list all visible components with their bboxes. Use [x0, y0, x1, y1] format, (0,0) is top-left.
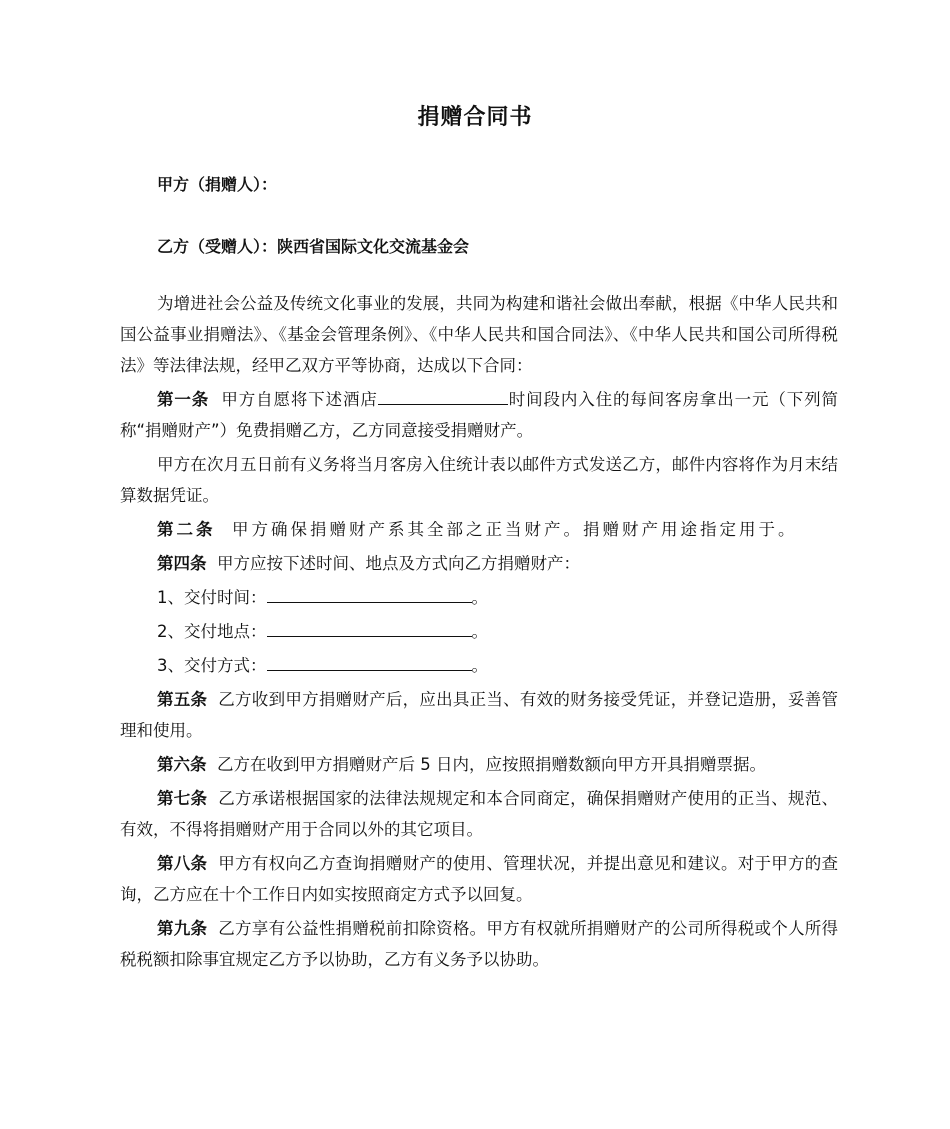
article-5-label: 第五条 [157, 690, 208, 709]
article-8-label: 第八条 [157, 854, 208, 873]
delivery-time-blank [267, 586, 472, 603]
hotel-blank [378, 388, 508, 405]
article-7-text: 乙方承诺根据国家的法律法规规定和本合同商定，确保捐赠财产使用的正当、规范、有效，不得将捐赠财产用于合同以外的其它项目。 [120, 789, 839, 839]
article-4-label: 第四条 [157, 554, 207, 573]
intro-paragraph: 为增进社会公益及传统文化事业的发展，共同为构建和谐社会做出奉献，根据《中华人民共和国公益事业捐赠法》、《基金会管理条例》、《中华人民共和国合同法》、《中华人民共和国公司所得税法》等法律法规，经甲乙双方平等协商，达成以下合同： [120, 294, 838, 375]
article-5-text: 乙方收到甲方捐赠财产后，应出具正当、有效的财务接受凭证，并登记造册，妥善管理和使用。 [120, 690, 839, 740]
document-title: 捐赠合同书 [417, 105, 533, 130]
article-7 [120, 783, 838, 845]
article-1-label: 第一条 [157, 390, 210, 409]
article-8 [120, 848, 838, 910]
article-9-text: 乙方享有公益性捐赠税前扣除资格。甲方有权就所捐赠财产的公司所得税或个人所得税税额扣除事宜规定乙方予以协助，乙方有义务予以协助。 [120, 919, 839, 969]
article-1 [120, 384, 838, 446]
delivery-method-item [120, 650, 838, 681]
delivery-time-label: 1、交付时间： [157, 588, 267, 607]
article-6-label: 第六条 [157, 755, 207, 774]
contract-body [120, 288, 838, 978]
article-2-label: 第二条 [157, 520, 216, 539]
article-7-label: 第七条 [157, 789, 208, 808]
article-9 [120, 913, 838, 975]
article-4-text: 甲方应按下述时间、地点及方式向乙方捐赠财产： [217, 554, 580, 573]
delivery-place-item [120, 616, 838, 647]
delivery-method-blank [267, 654, 472, 671]
delivery-place-blank [267, 620, 472, 637]
party-a-line: 甲方（捐赠人）： [157, 175, 278, 194]
delivery-time-end: 。 [471, 588, 488, 607]
delivery-place-label: 2、交付地点： [157, 622, 267, 641]
party-b-line: 乙方（受赠人）：陕西省国际文化交流基金会 [157, 237, 470, 256]
article-2-text: 甲方确保捐赠财产系其全部之正当财产。捐赠财产用途指定用于。 [232, 520, 798, 539]
article-8-text: 甲方有权向乙方查询捐赠财产的使用、管理状况，并提出意见和建议。对于甲方的查询，乙方应在十个工作日内如实按照商定方式予以回复。 [120, 854, 839, 904]
delivery-method-end: 。 [471, 656, 488, 675]
article-9-label: 第九条 [157, 919, 208, 938]
article-6-text: 乙方在收到甲方捐赠财产后 5 日内，应按照捐赠数额向甲方开具捐赠票据。 [217, 755, 766, 774]
article-4 [120, 548, 838, 579]
delivery-method-label: 3、交付方式： [157, 656, 267, 675]
article-5 [120, 684, 838, 746]
article-1-text-before: 甲方自愿将下述酒店 [221, 390, 378, 409]
delivery-place-end: 。 [471, 622, 488, 641]
article-1-paragraph-2: 甲方在次月五日前有义务将当月客房入住统计表以邮件方式发送乙方，邮件内容将作为月末结算数据凭证。 [120, 455, 838, 505]
delivery-time-item [120, 582, 838, 613]
article-2 [120, 514, 838, 545]
article-1-text-after: 时间段内入住的每间客房拿出一元（下列简称“捐赠财产”）免费捐赠乙方，乙方同意接受捐赠财产。 [120, 390, 839, 440]
article-6 [120, 749, 838, 780]
